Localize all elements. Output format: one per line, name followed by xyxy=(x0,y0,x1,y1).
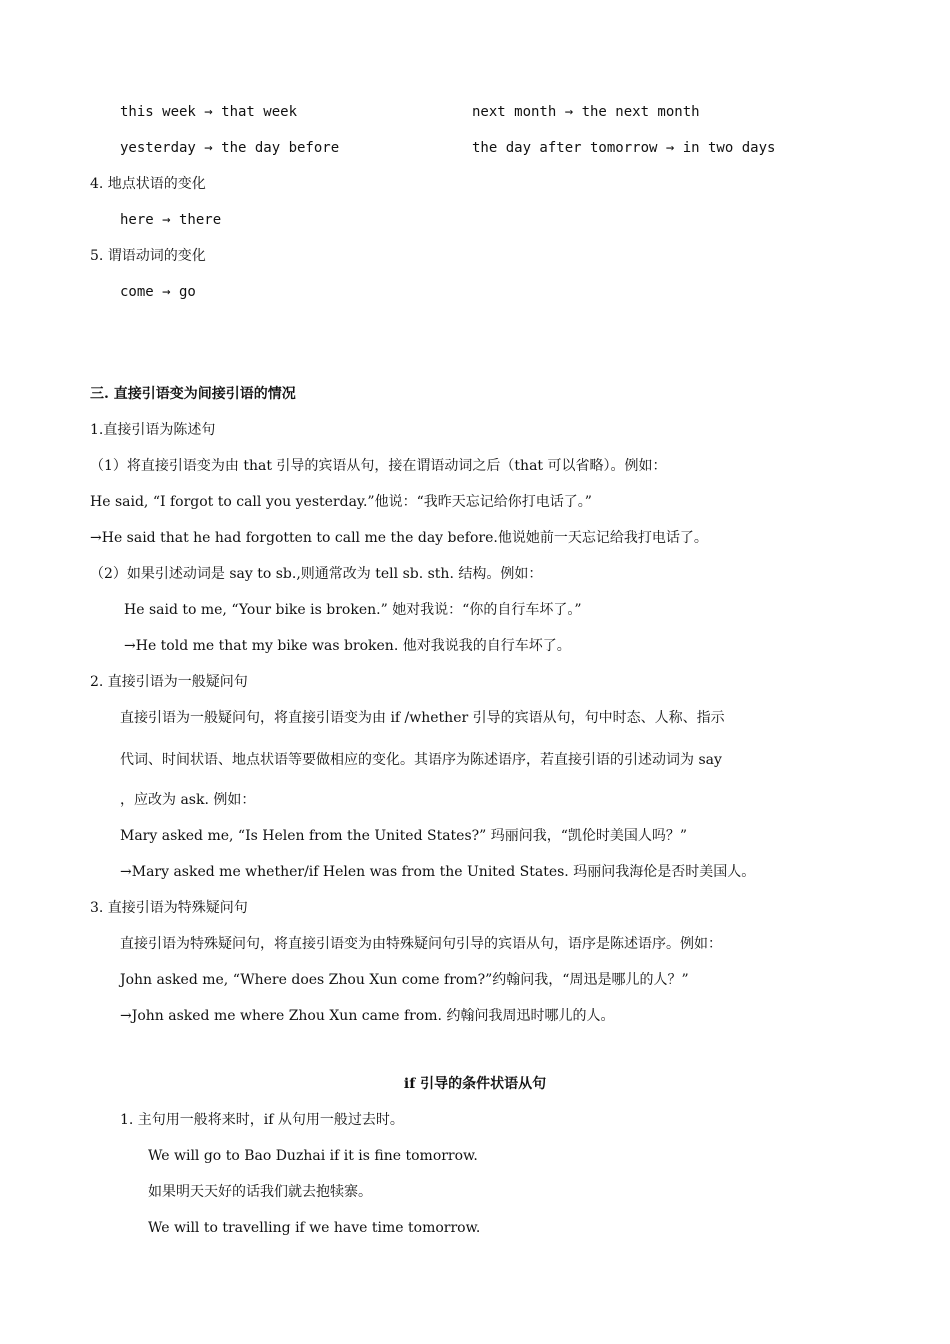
if-example-1-translation: 如果明天天好的话我们就去抱犊寨。 xyxy=(148,1184,372,1200)
place-adverbial-heading: 4. 地点状语的变化 xyxy=(90,176,206,192)
section-title: 三. 直接引语变为间接引语的情况 xyxy=(90,386,296,402)
place-adverbial-example: here → there xyxy=(120,212,222,228)
verb-change-example: come → go xyxy=(120,284,196,300)
wh-question-example-result: →John asked me where Zhou Xun came from. 约翰问我周迅时哪儿的人。 xyxy=(120,1008,615,1024)
if-item-1: 1. 主句用一般将来时，if 从句用一般过去时。 xyxy=(120,1112,404,1128)
declarative-example-1-result: →He said that he had forgotten to call me the day before.他说她前一天忘记给我打电话了。 xyxy=(90,530,708,546)
yes-no-question-body-2: 代词、时间状语、地点状语等要做相应的变化。其语序为陈述语序，若直接引语的引述动词为 say xyxy=(120,752,722,768)
yes-no-question-heading: 2. 直接引语为一般疑问句 xyxy=(90,674,248,690)
yes-no-question-example: Mary asked me, “Is Helen from the United States?” 玛丽问我，“凯伦时美国人吗？” xyxy=(120,828,688,844)
declarative-example-2-result: →He told me that my bike was broken. 他对我说我的自行车坏了。 xyxy=(124,638,571,654)
if-example-2: We will to travelling if we have time tomorrow. xyxy=(148,1220,481,1236)
time-change-day-after-tomorrow: the day after tomorrow → in two days xyxy=(472,140,776,156)
verb-change-heading: 5. 谓语动词的变化 xyxy=(90,248,206,264)
yes-no-question-example-result: →Mary asked me whether/if Helen was from the United States. 玛丽问我海伦是否时美国人。 xyxy=(120,864,756,880)
time-change-this-week: this week → that week xyxy=(120,104,298,120)
declarative-rule-1: （1）将直接引语变为由 that 引导的宾语从句，接在谓语动词之后（that 可以省略）。例如： xyxy=(90,458,667,474)
declarative-rule-2: （2）如果引述动词是 say to sb.,则通常改为 tell sb. sth. 结构。例如： xyxy=(90,566,543,582)
if-section-title: if 引导的条件状语从句 xyxy=(403,1076,547,1092)
declarative-example-2: He said to me, “Your bike is broken.” 她对我说：“你的自行车坏了。” xyxy=(124,602,582,618)
time-change-next-month: next month → the next month xyxy=(472,104,700,120)
wh-question-body: 直接引语为特殊疑问句，将直接引语变为由特殊疑问句引导的宾语从句，语序是陈述语序。例如： xyxy=(120,936,722,952)
time-change-yesterday: yesterday → the day before xyxy=(120,140,340,156)
wh-question-heading: 3. 直接引语为特殊疑问句 xyxy=(90,900,248,916)
if-example-1: We will go to Bao Duzhai if it is fine tomorrow. xyxy=(148,1148,478,1164)
yes-no-question-body-1: 直接引语为一般疑问句，将直接引语变为由 if /whether 引导的宾语从句，句中时态、人称、指示 xyxy=(120,710,725,726)
yes-no-question-body-3: ，应改为 ask. 例如： xyxy=(120,792,256,808)
declarative-example-1: He said, “I forgot to call you yesterday.”他说：“我昨天忘记给你打电话了。” xyxy=(90,494,592,510)
wh-question-example: John asked me, “Where does Zhou Xun come from?”约翰问我，“周迅是哪儿的人？” xyxy=(120,972,689,988)
declarative-heading: 1.直接引语为陈述句 xyxy=(90,422,216,438)
